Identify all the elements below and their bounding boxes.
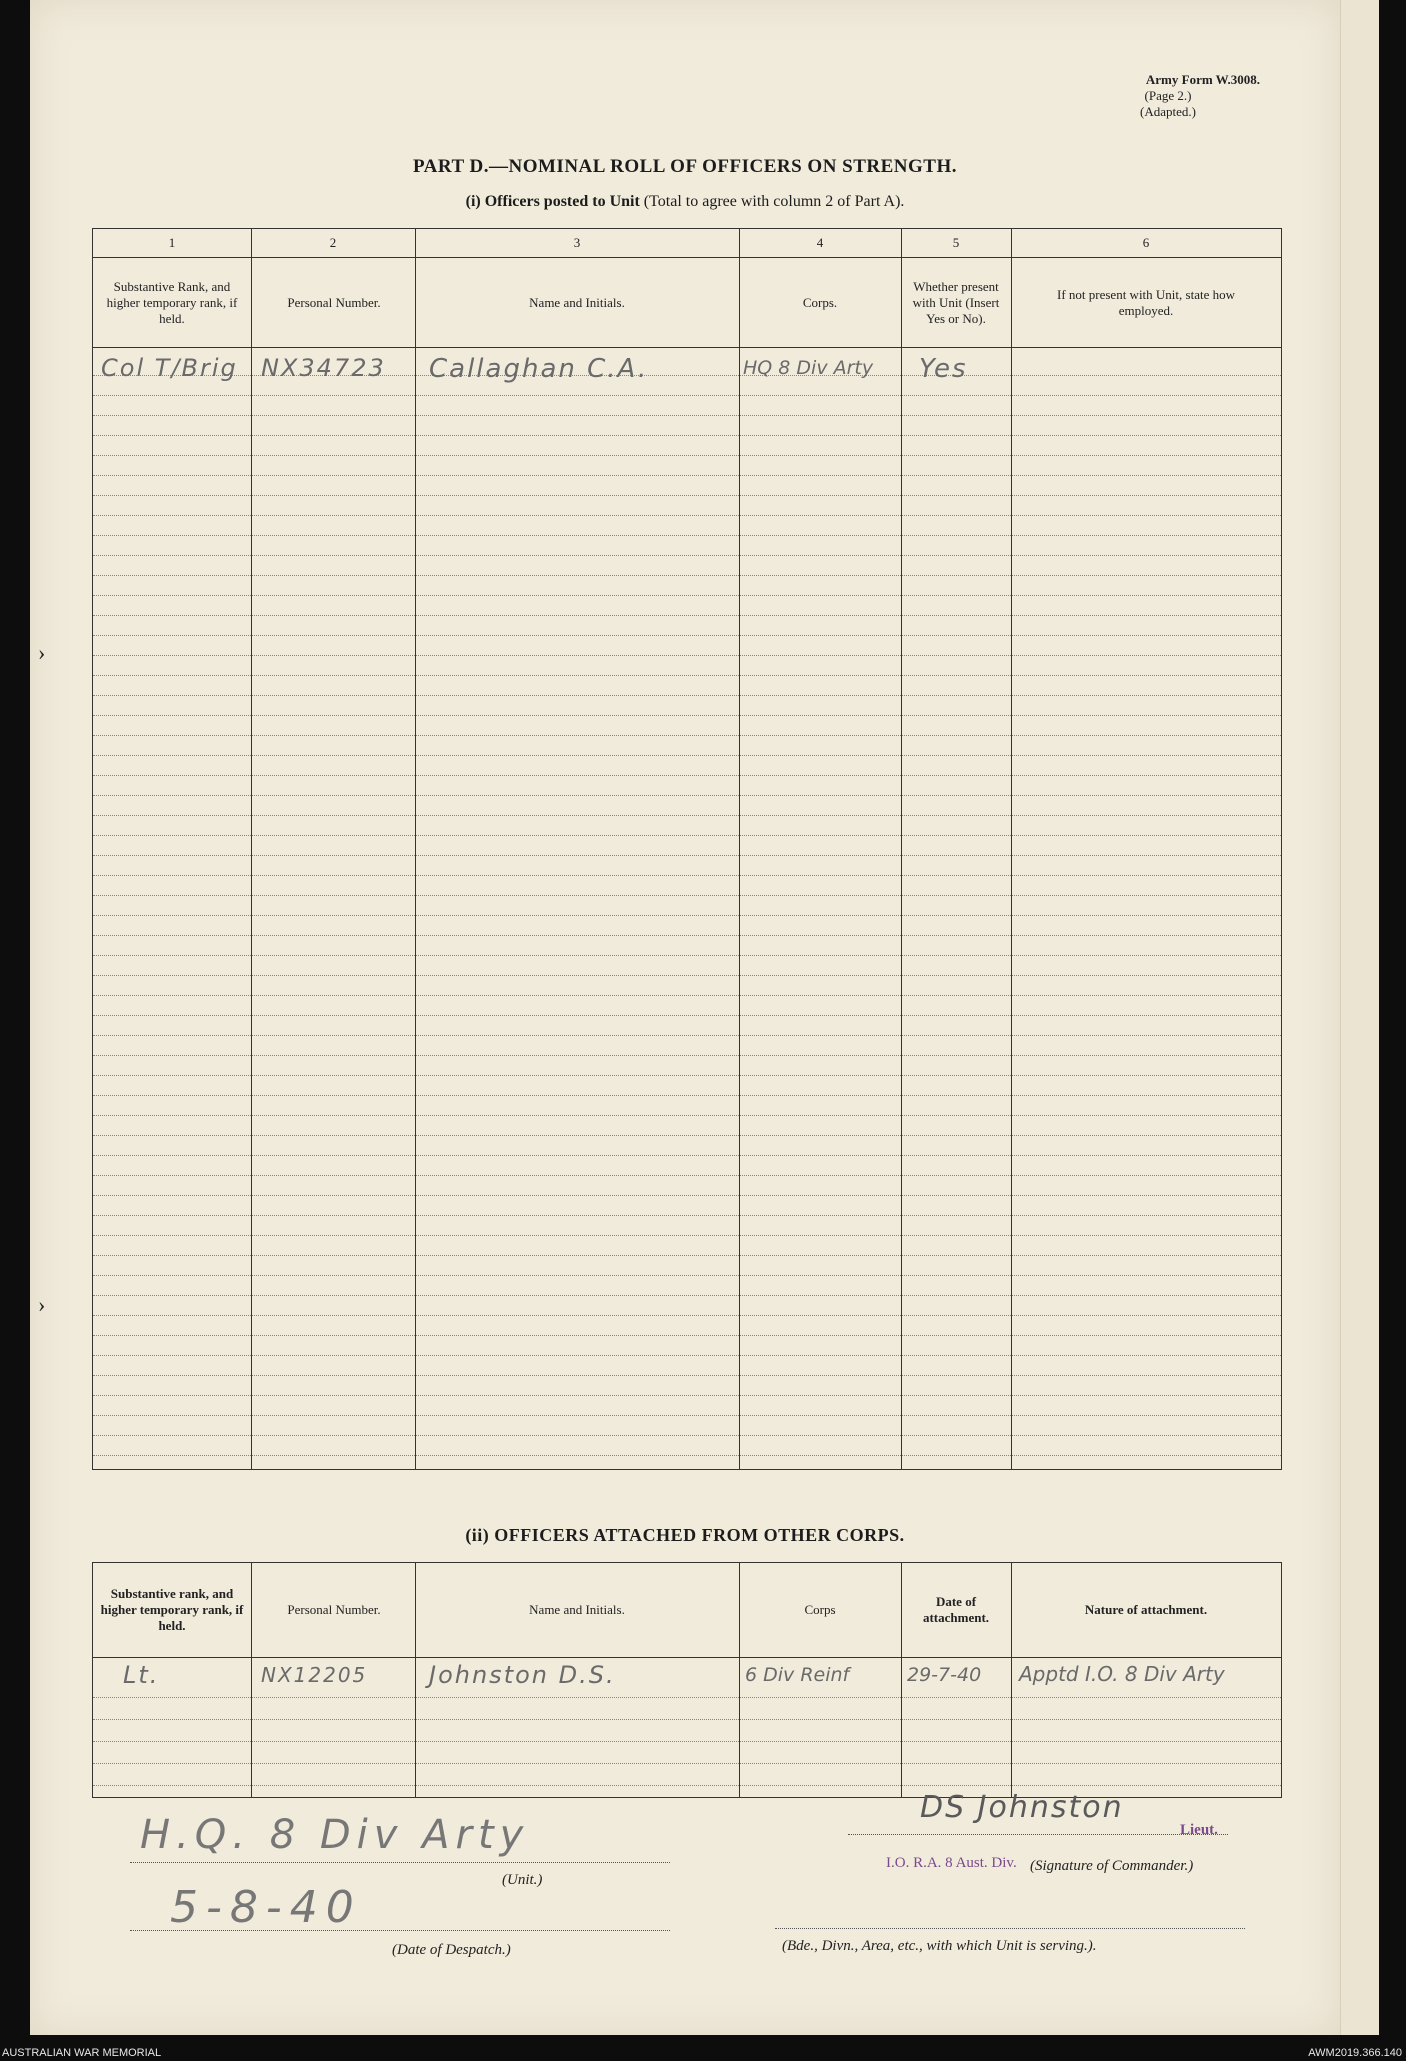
entry2-name: Johnston D.S. [429,1661,616,1689]
col-number-3: 3 [573,235,581,250]
rule-line [93,1395,1281,1396]
bde-line [775,1928,1245,1929]
rule-line [93,495,1281,496]
rule-line [93,875,1281,876]
rule-line [93,1095,1281,1096]
rule-line [93,1275,1281,1276]
rule-line [93,555,1281,556]
rule-line [93,1315,1281,1316]
archive-reference: AWM2019.366.140 [1308,2047,1402,2059]
stamp-unit: I.O. R.A. 8 Aust. Div. [886,1855,1017,1871]
entry2-corps: 6 Div Reinf [745,1664,850,1686]
rule-line [93,795,1281,796]
rule-line [93,455,1281,456]
col-number-4: 4 [816,235,824,250]
entry-present: Yes [919,354,968,384]
rule-line [93,775,1281,776]
rule-line [93,1235,1281,1236]
rule-line [93,1155,1281,1156]
bde-caption: (Bde., Divn., Area, etc., with which Unit is serving.). [782,1938,1097,1954]
entry-personal-number: NX34723 [261,354,386,382]
rule-line [93,855,1281,856]
rule-line [93,1741,1281,1742]
rule-line [93,675,1281,676]
rule-line [93,395,1281,396]
header-employed: If not present with Unit, state how employed. [1057,287,1235,318]
rule-line [93,1055,1281,1056]
rule-line [93,475,1281,476]
form-number: Army Form W.3008. [1145,72,1260,87]
entry-name: Callaghan C.A. [429,354,649,384]
rule-line [93,1697,1281,1698]
rule-line [93,835,1281,836]
officers-attached-table [92,1562,1282,1798]
header-name: Name and Initials. [529,295,625,310]
archive-credit: AUSTRALIAN WAR MEMORIAL [2,2047,162,2059]
rule-line [93,435,1281,436]
rule-line [93,635,1281,636]
header-rank: Substantive Rank, and higher temporary rank, if held. [106,279,238,326]
rule-line [93,615,1281,616]
header-present: Whether present with Unit (Insert Yes or No). [912,279,1000,326]
rule-line [93,995,1281,996]
section-1-note: (Total to agree with column 2 of Part A). [639,193,905,210]
page-title: PART D.—NOMINAL ROLL OF OFFICERS ON STRENGTH. [412,156,958,177]
header-corps: Corps. [802,295,838,310]
header2-name: Name and Initials. [529,1602,625,1617]
entry-rank: Col T/Brig [101,354,238,382]
rule-line [93,915,1281,916]
rule-line [93,1455,1281,1456]
margin-mark: › [38,640,46,665]
rule-line [93,695,1281,696]
form-adapted: (Adapted.) [1140,104,1196,119]
rule-line [93,815,1281,816]
col-number-1: 1 [168,235,176,250]
unit-line [130,1862,670,1863]
col-number-2: 2 [329,235,337,250]
rule-line [93,895,1281,896]
rule-line [93,1415,1281,1416]
signature: DS Johnston [920,1790,1124,1825]
header2-personal-number: Personal Number. [287,1602,381,1617]
rule-line [93,655,1281,656]
rule-line [93,1719,1281,1720]
date-line [130,1930,670,1931]
entry2-nature: Apptd I.O. 8 Div Arty [1019,1662,1225,1686]
rule-line [93,1215,1281,1216]
rule-line [93,1435,1281,1436]
rule-line [93,1375,1281,1376]
rule-line [93,935,1281,936]
signature-line [848,1834,1228,1835]
rule-line [93,535,1281,536]
form-page [30,0,1340,2035]
signature-caption: (Signature of Commander.) [1030,1858,1194,1874]
entry-corps: HQ 8 Div Arty [743,357,874,379]
col-number-6: 6 [1142,235,1150,250]
date-handwritten: 5-8-40 [170,1882,362,1933]
rule-line [93,415,1281,416]
back-page-edge [1340,0,1379,2035]
officers-posted-table [92,228,1282,1470]
rule-line [93,755,1281,756]
rule-line [93,595,1281,596]
rule-line [93,715,1281,716]
rule-line [93,1763,1281,1764]
entry2-rank: Lt. [123,1661,160,1689]
rule-line [93,1135,1281,1136]
rule-line [93,1175,1281,1176]
rule-line [93,1335,1281,1336]
section-1-label: (i) Officers posted to Unit [465,193,640,210]
entry2-personal-number: NX12205 [261,1663,368,1687]
header-personal-number: Personal Number. [287,295,381,310]
rule-line [93,955,1281,956]
header2-nature: Nature of attachment. [1084,1602,1208,1617]
rule-line [93,1115,1281,1116]
form-page-number: (Page 2.) [1144,88,1192,103]
form-reference [1068,72,1268,120]
rule-line [93,1255,1281,1256]
rule-line [93,975,1281,976]
col-number-5: 5 [952,235,960,250]
header2-date: Date of attachment. [922,1594,990,1625]
rule-line [93,1785,1281,1786]
header2-corps: Corps [804,1602,836,1617]
stamp-rank: Lieut. [1180,1822,1218,1838]
rule-line [93,1295,1281,1296]
margin-mark: › [38,1292,46,1317]
entry2-date: 29-7-40 [907,1664,982,1686]
section-1-subtitle [30,193,1340,211]
rule-line [93,1015,1281,1016]
rule-line [93,1035,1281,1036]
unit-handwritten: H.Q. 8 Div Arty [140,1812,530,1858]
unit-caption: (Unit.) [502,1872,543,1888]
date-caption: (Date of Despatch.) [392,1942,511,1958]
rule-line [93,735,1281,736]
header2-rank: Substantive rank, and higher temporary rank, if held. [100,1586,244,1633]
rule-line [93,1355,1281,1356]
rule-line [93,1075,1281,1076]
rule-line [93,575,1281,576]
rule-line [93,515,1281,516]
section-2-title: (ii) OFFICERS ATTACHED FROM OTHER CORPS. [465,1525,905,1545]
rule-line [93,1195,1281,1196]
